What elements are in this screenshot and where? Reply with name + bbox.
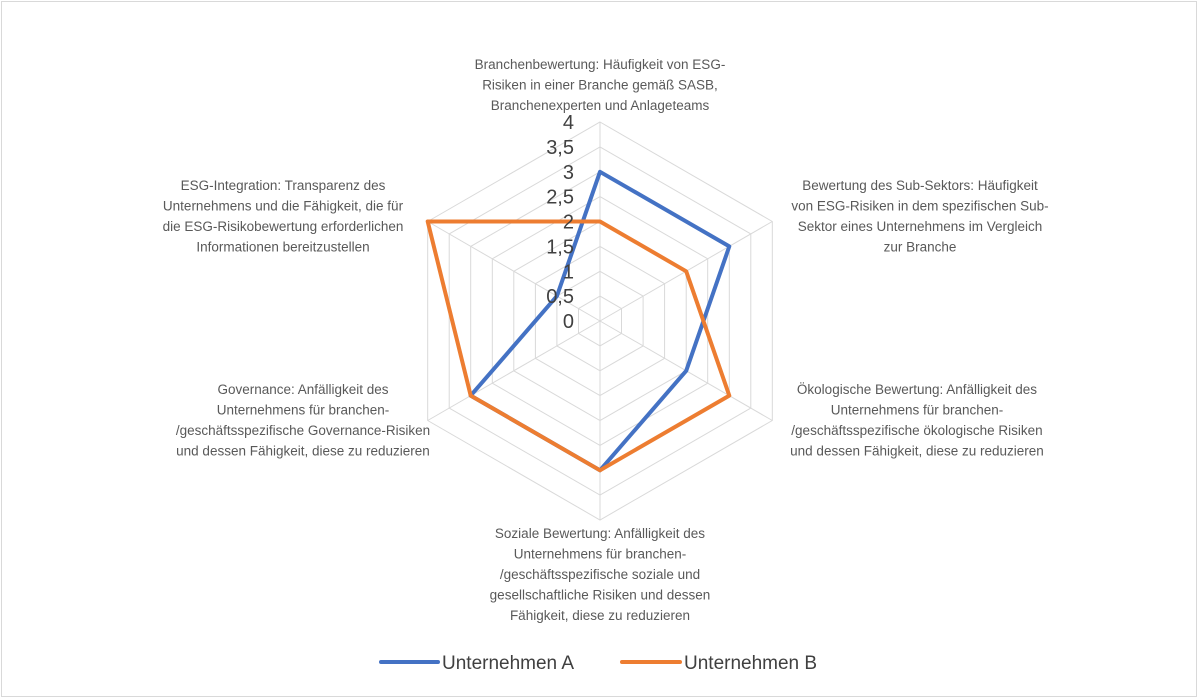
tick-label: 2 (562, 211, 574, 234)
tick-label: 3 (562, 161, 574, 184)
axis-label: ESG-Integration: Transparenz des Unternehmens und die Fähigkeit, die für die ESG-Risikobewertung erforderlichen Informationen bereitzustellen (162, 178, 404, 255)
axis-labels (163, 57, 1049, 623)
tick-label: 1 (562, 261, 574, 284)
tick-label: 0 (562, 311, 574, 333)
axis-label: Soziale Bewertung: Anfälligkeit des Unternehmens für branchen-/geschäftsspezifische soziale und gesellschaftliche Risiken und dessen Fähigkeit, diese zu reduzieren (489, 526, 711, 623)
tick-label: 3,5 (546, 136, 574, 159)
legend-label: Unternehmen A (442, 653, 575, 674)
legend-label: Unternehmen B (684, 653, 818, 674)
radar-spokes (428, 122, 773, 520)
tick-label: 1,5 (546, 236, 574, 259)
axis-label: Ökologische Bewertung: Anfälligkeit des Unternehmens für branchen-/geschäftsspezifische ökologische Risiken und dessen Fähigkeit, diese zu reduzieren (790, 382, 1044, 459)
tick-label: 4 (562, 112, 574, 134)
legend (381, 653, 817, 674)
axis-label: Governance: Anfälligkeit des Unternehmens für branchen-/geschäftsspezifische Governance-Risiken und dessen Fähigkeit, diese zu reduzieren (175, 382, 431, 459)
axis-label: Branchenbewertung: Häufigkeit von ESG-Risiken in einer Branche gemäß SASB, Branchenexperten und Anlageteams (474, 57, 726, 113)
axis-label: Bewertung des Sub-Sektors: Häufigkeit von ESG-Risiken in dem spezifischen Sub-Sektor eines Unternehmens im Vergleich zur Branche (791, 178, 1049, 255)
tick-label: 0,5 (546, 286, 574, 309)
tick-label: 2,5 (546, 186, 574, 209)
